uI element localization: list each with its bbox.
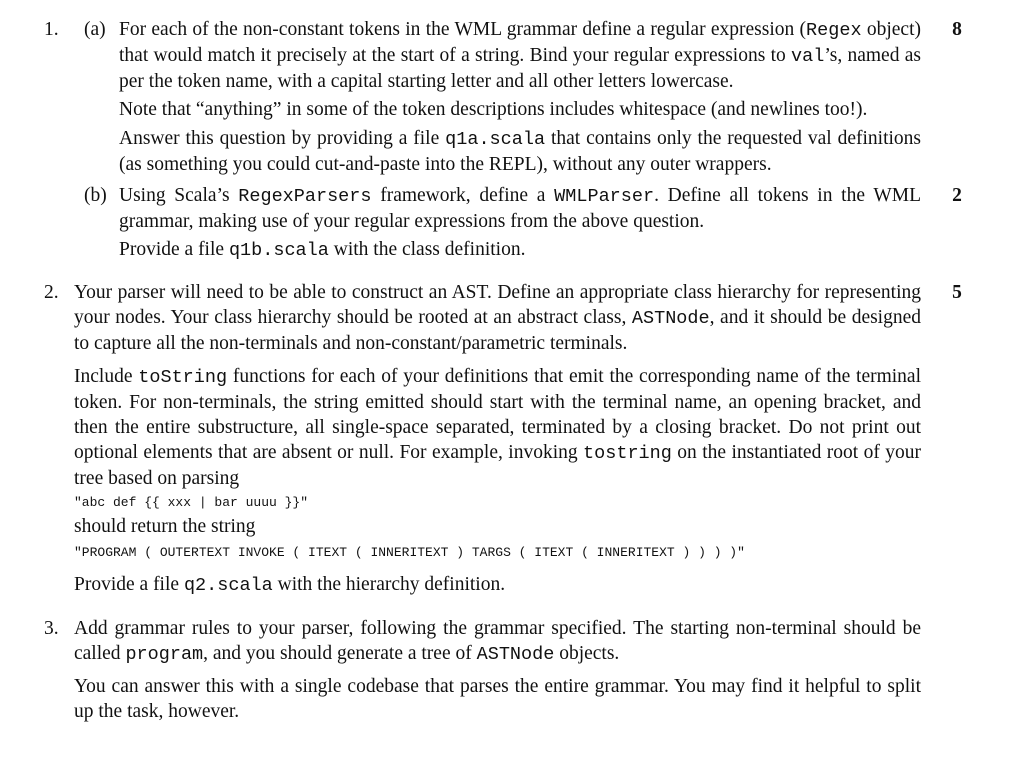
question-1b-points: 2 [952, 185, 962, 206]
question-3-body: Add grammar rules to your parser, following the grammar specified. The starting non-terminal should be called program, and you should generate a tree of ASTNode objects. [74, 618, 921, 665]
question-2-answer-instructions: Provide a file q2.scala with the hierarchy definition. [74, 574, 506, 596]
question-3-note: You can answer this with a single codebase that parses the entire grammar. You may find it helpful to split up the task, however. [74, 676, 921, 722]
question-1a-answer-instructions: Answer this question by providing a file q1a.scala that contains only the requested val definitions (as something you could cut-and-paste into the REPL), without any outer wrappers. [119, 128, 921, 175]
question-1a-body [119, 17, 921, 94]
question-1a-paragraph-1: For each of the non-constant tokens in the WML grammar define a regular expression (Regex object) that would match it precisely at the start of a string. Bind your regular expressions to val’s, named as per the token name, with a capital starting letter and all other letters lowercase. [119, 19, 921, 92]
question-2-example-input: "abc def {{ xxx | bar uuuu }}" [74, 495, 309, 510]
question-2-number: 2. [44, 282, 59, 303]
question-2-points: 5 [952, 282, 962, 303]
question-1b-answer-instructions: Provide a file q1b.scala with the class definition. [119, 239, 526, 261]
question-1b-body: Using Scala’s RegexParsers framework, define a WMLParser. Define all tokens in the WML grammar, making use of your regular expressions from the above question. [119, 185, 922, 232]
question-2-example-output: "PROGRAM ( OUTERTEXT INVOKE ( ITEXT ( INNERITEXT ) TARGS ( ITEXT ( INNERITEXT ) ) ) )" [74, 545, 745, 560]
question-1a-note: Note that “anything” in some of the token descriptions includes whitespace (and newlines too!). [119, 99, 868, 120]
question-1a-label: (a) [84, 19, 106, 40]
question-2-body: Your parser will need to be able to construct an AST. Define an appropriate class hierarchy for representing your nodes. Your class hierarchy should be rooted at an abstract class, ASTNode, and it should be designed to capture all the non-terminals and non-constant/parametric terminals. [74, 282, 922, 354]
question-1a-points: 8 [952, 19, 962, 40]
question-2-tostring-instructions: Include toString functions for each of your definitions that emit the corresponding name of the terminal token. For non-terminals, the string emitted should start with the terminal name, an opening bracket, and then the entire substructure, all single-space separated, terminated by a closing bracket. Do not print out optional elements that are absent or null. For example, invoking tostring on the instantiated root of your tree based on parsing [74, 366, 921, 489]
question-1b-label: (b) [84, 185, 107, 206]
question-3-number: 3. [44, 618, 59, 639]
question-1-number: 1. [44, 19, 59, 40]
question-2-return-text: should return the string [74, 516, 256, 537]
